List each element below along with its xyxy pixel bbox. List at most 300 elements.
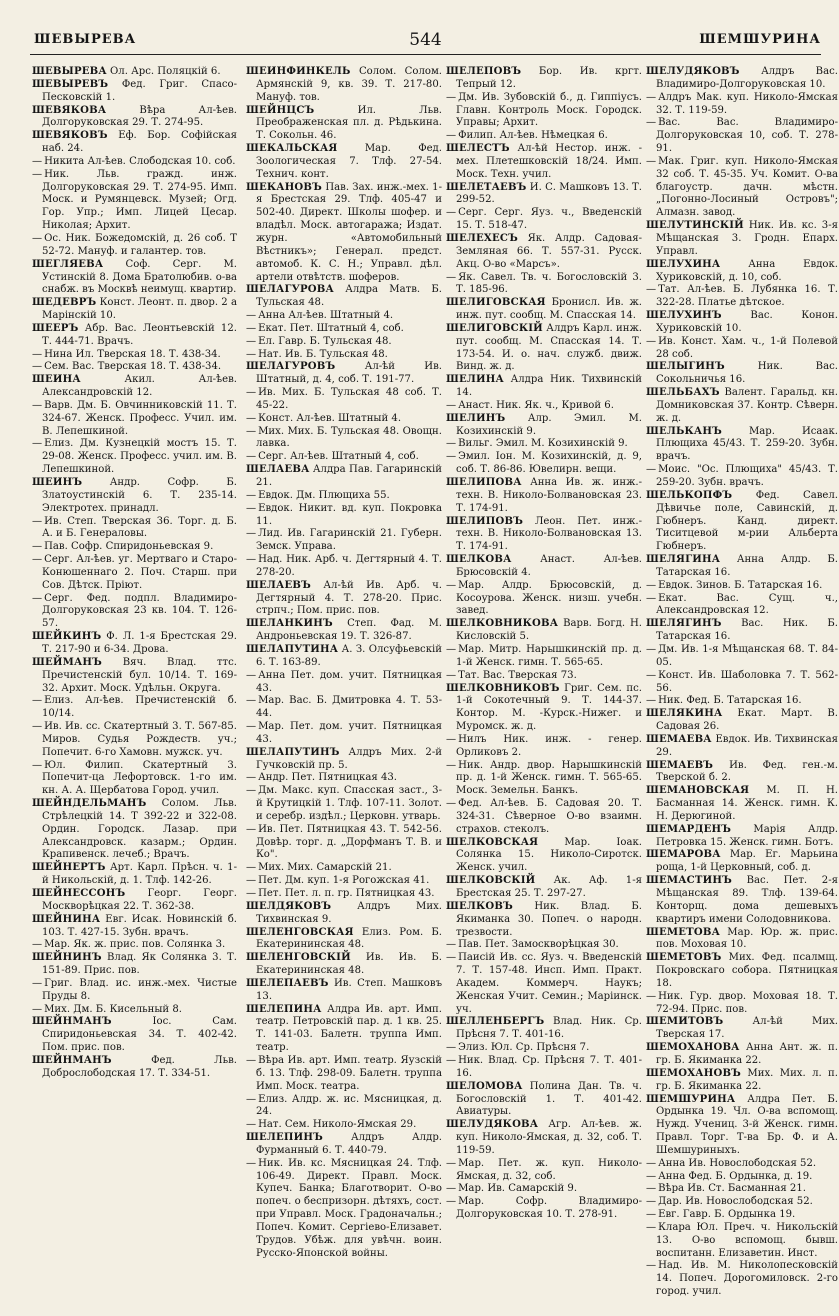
entry-surname: ШЕЛАПУТИНА [246,643,339,655]
ditto-dash: — [446,579,457,591]
entry-details: Андр. Софр. Б. Златоустинскій 6. Т. 235-14. Электротех. принадл. [42,477,237,514]
ditto-dash: — [446,271,457,283]
ditto-dash: — [646,592,657,604]
directory-subentry [646,1171,838,1184]
directory-entry [32,79,237,105]
directory-entry [446,554,642,580]
entry-surname: ШЕКАЛЬСКАЯ [246,143,338,155]
entry-surname: ШЕЛЕПАЕВЪ [246,977,329,989]
entry-details: Ив. Конст. Хам. ч., 1-й Полевой 28 соб. [656,335,838,360]
entry-surname: ШЕЛЯГИНЪ [646,618,722,630]
entry-details: Пав. Софр. Спиридоньевская 9. [44,541,214,553]
entry-surname: ШЕМАРОВА [646,849,721,861]
entry-details: Мар. Фед. Зоологическая 7. Тлф. 27-54. Технич. конт. [256,143,442,180]
directory-subentry [446,1183,642,1196]
entry-details: Анна Пет. дом. учит. Пятницкая 43. [256,669,442,694]
ditto-dash: — [446,207,457,219]
ditto-dash: — [246,554,257,566]
entry-details: Мар. Пет. дом. учит. Пятницкая 43. [256,721,442,745]
entry-surname: ШЕЛЕНГОВСКАЯ [246,926,354,938]
entry-surname: ШЕЙНИНЪ [32,952,102,964]
entry-details: Юл. Филип. Скатертный 3. Попечит-ца Лефортовск. 1-го им. кн. А. А. Щербатова Город. учил. [42,759,237,797]
entry-details: Андр. Пет. Пятницкая 43. [258,772,397,784]
directory-subentry [646,991,838,1017]
entry-details: Екат. Пет. Штатный 4, соб. [258,322,404,334]
directory-entry [646,618,838,644]
directory-entry [646,1016,838,1042]
entry-details: Вас. Пет. 2-я Мѣщанская 89. Тлф. 139-64. Конторщ. дома дешевыхъ квартиръ имени Солодовникова. [656,875,838,925]
ditto-dash: — [32,438,43,450]
ditto-dash: — [446,643,457,655]
entry-details: Іос. Сам. Спиридоньевская 34. Т. 402-42. Пом. прис. пов. [42,1016,237,1054]
directory-entry [646,387,838,426]
page-number: 544 [409,30,442,50]
entry-details: Алдръ Вас. Владимиро-Долгоруковская 10. [656,66,838,90]
directory-entry [446,901,642,940]
directory-subentry [446,1158,642,1184]
directory-entry [32,66,237,79]
directory-subentry [32,169,237,233]
entry-surname: ШЕЛЯГИНА [646,554,721,566]
ditto-dash: — [246,1054,257,1066]
directory-subentry [646,1183,838,1196]
entry-surname: ШЕМЕТОВЪ [646,952,722,964]
entry-surname: ШЕЕРЪ [32,322,79,334]
directory-entry [246,978,442,1004]
directory-entry [646,1094,838,1158]
entry-details: Мих. Мих. Самарскій 21. [258,862,392,874]
entry-details: Екат. Вас. Сущ. ч., Александровская 12. [656,592,838,617]
entry-details: А. З. Олсуфьевскій 6. Т. 163-89. [256,643,442,668]
entry-details: Пет. Дм. куп. 1-я Рогожская 41. [258,875,430,887]
directory-subentry [646,593,838,619]
ditto-dash: — [446,759,457,771]
entry-surname: ШЕВЯКОВЪ [32,130,108,142]
entry-surname: ШЕЙНЕССОНЪ [32,888,126,899]
entry-details: Ф. Л. 1-я Брестская 29. Т. 217-90 и 6-34. Дрова. [42,631,237,655]
directory-entry [446,413,642,439]
entry-surname: ШЕЙНДЕЛЬМАНЪ [32,798,147,810]
column-1 [32,66,237,1314]
directory-subentry [246,490,442,503]
ditto-dash: — [246,489,257,501]
directory-subentry [446,400,642,413]
entry-details: Нат. Сем. Николо-Ямская 29. [258,1119,417,1131]
directory-subentry [246,695,442,721]
ditto-dash: — [646,117,657,129]
directory-subentry [646,695,838,708]
entry-surname: ШЕЛАГУРОВЪ [246,361,336,373]
entry-surname: ШЕЛКОВА [446,554,512,566]
directory-entry [646,66,838,92]
directory-entry [246,644,442,670]
ditto-dash: — [246,669,257,681]
directory-entry [646,1042,838,1068]
entry-surname: ШЕЛКОВСКАЯ [446,836,539,848]
directory-entry [446,374,642,400]
entry-details: Дар. Ив. Новослободская 52. [658,1196,813,1208]
directory-subentry [646,644,838,670]
ditto-dash: — [446,130,457,142]
entry-details: Над. Ив. М. Николопесковскій 14. Попеч. Дорогомиловск. 2-го город. учил. [656,1260,838,1298]
entry-details: Нина Ил. Тверская 18. Т. 438-34. [44,348,221,360]
entry-details: Акил. Ал-ѣев. Александровскій 12. [42,374,237,399]
entry-details: Соф. Серг. М. Устинскій 8. Дома Братолюбив. о-ва снабж. въ Москвѣ неимущ. квартир. [42,258,237,296]
ditto-dash: — [446,733,457,745]
entry-details: Влад. Ник. Ср. Прѣсня 7. Т. 401-16. [456,1016,642,1041]
ditto-dash: — [32,348,43,360]
entry-surname: ШЕЛАПУТИНЪ [246,746,340,758]
directory-entry [32,297,237,323]
entry-details: Ник. Вас. Сокольничья 16. [656,361,838,386]
directory-subentry [446,1042,642,1055]
entry-details: Бронисл. Ив. ж. инж. пут. сообщ. М. Спасская 14. [456,297,642,322]
directory-entry [446,837,642,876]
directory-entry [32,888,237,914]
entry-details: Серг. Ал-ѣев. Штатный 4, соб. [258,451,419,463]
entry-details: Ив. Пет. Пятницкая 43. Т. 542-56. Довѣр. торг. д. „Дорфманъ Т. В. и Ко". [256,823,442,861]
directory-subentry [446,670,642,683]
directory-entry [32,798,237,862]
entry-surname: ШЕМАЕВЪ [646,759,714,771]
directory-entry [32,130,237,156]
entry-details: Ал-ѣй Нестор. инж. - мех. Плетешковскій 18/24. Имп. Моск. Техн. учил. [456,143,642,180]
directory-subentry [446,1196,642,1222]
entry-surname: ШЕКАНОВЪ [246,181,323,193]
directory-subentry [446,451,642,477]
entry-details: Ник. Льв. гражд. инж. Долгоруковская 29. Т. 274-95. Имп. Моск. и Румянцевск. Музей; Огд. Гор. Упр.; Имп. Лицей Цесар. Николая; Архит. [42,168,237,232]
entry-surname: ШЕЛЕПИНА [246,1003,322,1015]
directory-entry [246,182,442,285]
ditto-dash: — [646,464,657,476]
entry-details: Евдок. Дм. Плющиха 55. [258,489,390,501]
directory-entry [646,785,838,824]
directory-entry [32,323,237,349]
directory-subentry [32,554,237,593]
ditto-dash: — [246,348,257,360]
entry-details: Анна Евдок. Хуриковскій, д. 10, соб. [656,258,838,283]
entry-details: Элиз. Юл. Ср. Прѣсня 7. [458,1042,590,1054]
directory-subentry [246,1055,442,1094]
entry-surname: ШЕЙМАНЪ [32,656,103,668]
column-4 [646,66,838,1314]
directory-entry [446,66,642,92]
ditto-dash: — [246,322,257,334]
directory-subentry [246,1119,442,1132]
directory-entry [446,233,642,272]
entry-details: Влад. Як Солянка 3. Т. 151-89. Прис. пов. [42,952,237,977]
directory-subentry [246,862,442,875]
directory-entry [646,760,838,786]
directory-subentry [446,207,642,233]
entry-surname: ШЕЛКОВЪ [446,900,513,912]
entry-details: Мак. Григ. куп. Николо-Ямская 32 соб. Т. 45-35. Уч. Комит. О-ва благоустр. дачн. мѣстн. „Погонно-Лосиный Островъ"; Алмазн. завод. [656,155,838,219]
entry-surname: ШЕЛИГОВСКАЯ [446,297,546,309]
entry-details: Григ. Сем. пс. 1-й Сокотечный 9. Т. 144-37. Контор. М. -Курск.-Нижег. и Муромск. ж. д. [456,682,642,733]
entry-details: Елиз. Алдр. ж. ис. Мясницкая, д. 24. [256,1093,442,1118]
directory-subentry [246,875,442,888]
directory-subentry [32,349,237,362]
entry-details: Фед. Савел. Дѣвичье поле, Савинскій, д. Гюбнеръ. Канд. директ. Тиситцевой м-рии Альберта Гюбнеръ. [656,489,838,553]
ditto-dash: — [646,335,657,347]
directory-entry [646,952,838,991]
entry-surname: ШЕЛУДЯКОВА [446,1119,539,1131]
directory-subentry [246,1094,442,1120]
entry-details: Мар. Юр. ж. прис. пов. Моховая 10. [656,926,838,951]
entry-surname: ШЕЛЬКАНЪ [646,425,722,437]
directory-subentry [246,451,442,464]
ditto-dash: — [646,579,657,591]
directory-subentry [446,952,642,1016]
ditto-dash: — [246,502,257,514]
directory-entry [246,952,442,978]
directory-subentry [646,284,838,310]
directory-subentry [446,1055,642,1081]
entry-details: Анаст. Ал-ѣев. Брюсовскій 4. [456,554,642,578]
directory-entry [246,747,442,773]
directory-subentry [32,361,237,374]
ditto-dash: — [446,1054,457,1066]
entry-details: Евдок. Ив. Тихвинская 29. [656,733,838,758]
ditto-dash: — [246,335,257,347]
directory-subentry [246,426,442,452]
directory-entry [32,1055,237,1081]
entry-details: Пав. Пет. Замоскворѣцкая 30. [458,939,619,951]
entry-surname: ШЕЙНМАНЪ [32,1016,112,1028]
entry-surname: ШЕЛДЯКОВЪ [246,900,332,912]
entry-details: Ол. Арс. Поляцкій 6. [110,66,221,77]
entry-details: Конст. Леонт. п. двор. 2 а Марінскій 10. [42,297,237,322]
entry-details: Пав. Зах. инж.-мех. 1-я Брестская 29. Тлф. 405-47 и 502-40. Директ. Школы шофер. и владѣл. Моск. автогаража; Издат. журн. «Автомобильный Вѣстникъ»; Генерал. предст. автомоб. К. С. Н.; Управл. дѣл. артели отвѣтств. шоферов. [256,181,442,283]
directory-subentry [646,580,838,593]
ditto-dash: — [446,939,457,951]
entry-surname: ШЕЛИНЪ [446,412,506,424]
header-left-catchword: ШЕВЫРЕВА [34,32,137,47]
entry-details: Анаст. Ник. Як. ч., Кривой 6. [458,399,614,411]
ditto-dash: — [32,1003,43,1015]
entry-details: Ал-ѣй Мих. Тверская 17. [656,1016,838,1041]
entry-surname: ШЕМОХАНОВЪ [646,1067,742,1079]
entry-details: Нилъ Ник. инж. - генер. Орликовъ 2. [456,733,642,758]
entry-details: Анна Ал-ѣев. Штатный 4. [258,310,394,322]
ditto-dash: — [246,875,257,887]
entry-details: Алдра Пет. Б. Ордынка 19. Чл. О-ва вспомощ. Нужд. Учениц. 3-й Женск. гимн. Правл. Торг. Т-ва Бр. Ф. и А. Шемшуриныхъ. [656,1093,838,1156]
entry-details: Мар. Пет. ж. куп. Николо-Ямская, д. 32, соб. [456,1157,642,1182]
directory-subentry [446,798,642,837]
entry-details: Анна Ант. ж. п. гр. Б. Якиманка 22. [656,1042,838,1066]
directory-subentry [446,734,642,760]
entry-details: Евдок. Зинов. Б. Татарская 16. [658,579,823,591]
ditto-dash: — [646,91,657,103]
directory-subentry [646,1158,838,1171]
entry-details: Лид. Ив. Гагаринскій 21. Губерн. Земск. Управа. [256,528,442,553]
directory-entry [446,1119,642,1158]
directory-entry [446,1081,642,1120]
entry-details: Фед. Григ. Спасо-Песковскій 1. [42,78,237,103]
directory-entry [646,1068,838,1094]
directory-entry [446,297,642,323]
entry-details: Дм. Ив. 1-я Мѣщанская 68. Т. 84-05. [656,643,838,668]
directory-subentry [446,438,642,451]
directory-subentry [646,117,838,156]
entry-details: Ник. Ив. кс. 3-я Мѣщанская 3. Гродн. Епарх. Управл. [656,220,838,257]
entry-details: Алдра Ник. Тихвинскій 14. [456,374,642,399]
entry-surname: ШЕЛКОВНИКОВА [446,618,559,630]
ditto-dash: — [32,554,43,566]
entry-surname: ШЕМАСТИНЪ [646,875,732,887]
ditto-dash: — [446,438,457,450]
ditto-dash: — [32,168,43,180]
entry-details: Серг. Ал-ѣев. уг. Мертваго и Старо-Конюшеннаго 2. Поч. Старш. при Сов. Дѣтск. Пріют. [42,554,237,591]
ditto-dash: — [32,695,43,707]
entry-details: Як. Савел. Тв. ч. Богословскій 3. Т. 185-96. [456,271,642,296]
directory-subentry [32,978,237,1004]
entry-surname: ШЕЛКОВНИКОВЪ [446,682,560,694]
directory-entry [646,426,838,465]
ditto-dash: — [246,772,257,784]
ditto-dash: — [646,643,657,655]
entry-details: Ак. Аф. 1-я Брестская 25. Т. 297-27. [456,875,642,899]
entry-details: Алдръ Мих. 2-й Гучковскій пр. 5. [256,746,442,771]
directory-subentry [246,349,442,362]
directory-entry [646,554,838,580]
ditto-dash: — [246,1093,257,1105]
ditto-dash: — [246,785,257,797]
directory-subentry [446,130,642,143]
entry-details: Фед. Ал-ѣев. Б. Садовая 20. Т. 324-31. Сѣверное О-во взаимн. страхов. стеколъ. [456,798,642,835]
ditto-dash: — [32,399,43,411]
page-header [30,30,821,55]
ditto-dash: — [446,1042,457,1054]
entry-details: Моис. "Ос. Плющиха" 45/43. Т. 259-20. Зубн. врачъ. [656,464,838,488]
entry-details: Георг. Георг. Москворѣцкая 22. Т. 362-38. [42,888,237,912]
entry-details: Мар. Іоак. Солянка 15. Николо-Сиротск. Женск. учил. [456,836,642,874]
directory-subentry [32,400,237,439]
entry-surname: ШЕЛЕТАЕВЪ [446,181,527,193]
ditto-dash: — [646,1260,657,1272]
directory-subentry [32,1004,237,1017]
ditto-dash: — [246,862,257,874]
entry-surname: ШЕМАНОВСКАЯ [646,785,750,797]
entry-surname: ШЕЙКИНЪ [32,631,102,643]
entry-surname: ШЕЛЕХЕСЪ [446,232,518,244]
entry-details: Ив. Фед. ген.-м. Тверской б. 2. [656,759,838,784]
entry-details: Дм. Макс. куп. Спасская заст., 3-й Крутицкій 1. Тлф. 107-11. Золот. и серебр. издѣл.; Церковн. утварь. [256,785,442,822]
entry-details: Мих. Мих. Б. Тульская 48. Овощн. лавка. [256,425,442,450]
entry-surname: ШЕМИТОВЪ [646,1016,724,1028]
entry-details: Мар. Вас. Б. Дмитровка 4. Т. 53-44. [256,695,442,720]
ditto-dash: — [446,1157,457,1169]
entry-surname: ШЕЛЛЕНБЕРГЪ [446,1016,545,1028]
directory-subentry [246,336,442,349]
entry-details: Ник. Влад. Ср. Прѣсня 7. Т. 401-16. [456,1054,642,1079]
ditto-dash: — [446,952,457,964]
directory-subentry [646,464,838,490]
directory-entry [646,310,838,336]
entry-details: Ив. Ив. Б. Екатерининская 48. [256,952,442,977]
directory-entry [246,143,442,182]
entry-details: Ал-ѣй Ив. Арб. ч. Дегтярный 4. Т. 278-20. Прис. стрпч.; Пом. прис. пов. [256,579,442,617]
directory-entry [446,875,642,901]
directory-entry [32,259,237,298]
entry-details: Вас. Конон. Хуриковскій 10. [656,310,838,334]
entry-surname: ШЕИНА [32,374,81,386]
entry-details: Алр. Эмил. М. Козихинскій 9. [456,412,642,437]
entry-surname: ШЕЛАНКИНЪ [246,618,333,630]
ditto-dash: — [646,284,657,296]
entry-details: Ник. Андр. двор. Нарышкинскій пр. д. 1-й Женск. гимн. Т. 565-65. Моск. Земельн. Банкъ. [456,759,642,797]
directory-entry [32,477,237,516]
directory-subentry [646,156,838,220]
ditto-dash: — [32,155,43,167]
ditto-dash: — [246,823,257,835]
ditto-dash: — [646,155,657,167]
entry-details: Клара Юл. Преч. ч. Никольскій 13. О-во вспомощ. бывш. воспитанн. Елизаветин. Инст. [656,1221,838,1259]
entry-details: Алдръ Мак. куп. Николо-Ямская 32. Т. 119-59. [656,91,838,116]
directory-entry [246,580,442,619]
entry-details: Григ. Влад. ис. инж.-мех. Чистые Пруды 8. [42,977,237,1002]
directory-entry [246,361,442,387]
directory-subentry [246,554,442,580]
entry-details: Солом. Солом. Армянскій 9, кв. 39. Т. 217-80. Мануф. тов. [256,66,442,103]
directory-entry [646,927,838,953]
entry-details: Над. Ник. Арб. ч. Дегтярный 4. Т. 278-20. [256,554,442,578]
directory-subentry [646,1196,838,1209]
entry-details: Серг. Серг. Яуз. ч., Введенскій 15. Т. 518-47. [456,207,642,232]
entry-surname: ШЕЛЕПИНЪ [246,1132,323,1144]
entry-surname: ШЕИНЪ [32,477,83,488]
entry-details: Анна Ив. ж. инж.-техн. В. Николо-Болвановская 23. Т. 174-91. [456,477,642,514]
entry-details: Мар. Софр. Владимиро-Долгоруковская 10. Т. 278-91. [456,1196,642,1221]
column-3 [446,66,642,1314]
entry-surname: ШЕЛОМОВА [446,1080,523,1092]
entry-details: Ив. Мих. Б. Тульская 48 соб. Т. 45-22. [256,387,442,411]
entry-details: Ив. Степ. Машковъ 13. [256,977,442,1002]
entry-details: Мих. Фед. псалмщ. Покровскаго собора. Пятницкая 18. [656,952,838,989]
entry-details: Елиз. Дм. Кузнецкій мостъ 15. Т. 29-08. Женск. Професс. учил. им. В. Лепешкиной. [42,438,237,476]
directory-entry [246,464,442,490]
entry-details: Ник. Ив. кс. Мясницкая 24. Тлф. 106-49. Директ. Правл. Моск. Купеч. Банка; Благотворит. О-во попеч. о беспризорн. дѣтяхъ, сост. при Управл. Моск. Градоначальн.; Попеч. Комит. Сергіево-Елизавет. Трудов. Убѣж. для увѣчн. воин. Русско-Японской войны. [256,1157,442,1259]
ditto-dash: — [446,1183,457,1195]
entry-details: Анна Фед. Б. Ордынка, д. 19. [658,1170,813,1182]
directory-subentry [246,772,442,785]
entry-details: Мар. Ив. Самарскій 9. [458,1183,578,1195]
directory-subentry [646,92,838,118]
directory-entry [646,361,838,387]
entry-surname: ШЕЛУХИНА [646,258,721,270]
directory-entry [646,875,838,926]
directory-subentry [246,888,442,901]
entry-surname: ШЕЛИПОВА [446,477,522,488]
entry-details: Никита Ал-ѣев. Слободская 10. соб. [44,155,236,167]
entry-details: Фед. Льв. Доброслободская 17. Т. 334-51. [42,1054,237,1079]
entry-details: Степ. Фад. М. Андроньевская 19. Т. 326-87. [256,618,442,643]
entry-surname: ШЕЙНИНА [32,913,101,925]
directory-entry [246,618,442,644]
directory-entry [446,323,642,374]
directory-subentry [646,1260,838,1299]
entry-details: Арт. Карл. Прѣсн. ч. 1-й Никольскій, д. 1. Тлф. 142-26. [42,862,237,887]
entry-details: Вяч. Влад. ттс. Пречистенскій бул. 10/14. Т. 169-32. Архит. Моск. Удѣльн. Округа. [42,656,237,694]
directory-subentry [246,323,442,336]
directory-subentry [32,541,237,554]
directory-subentry [246,1158,442,1261]
entry-surname: ШЕЛАГУРОВА [246,284,334,296]
entry-details: Валент. Гаральд. кн. Домниковская 37. Контр. Сѣверн. ж. д. [656,387,838,424]
entry-details: Ил. Льв. Преображенская пл. д. Рѣдькина. Т. Сокольн. 46. [256,104,442,142]
directory-subentry [32,721,237,760]
entry-surname: ШЕЛУТИНСКІЙ [646,220,744,232]
